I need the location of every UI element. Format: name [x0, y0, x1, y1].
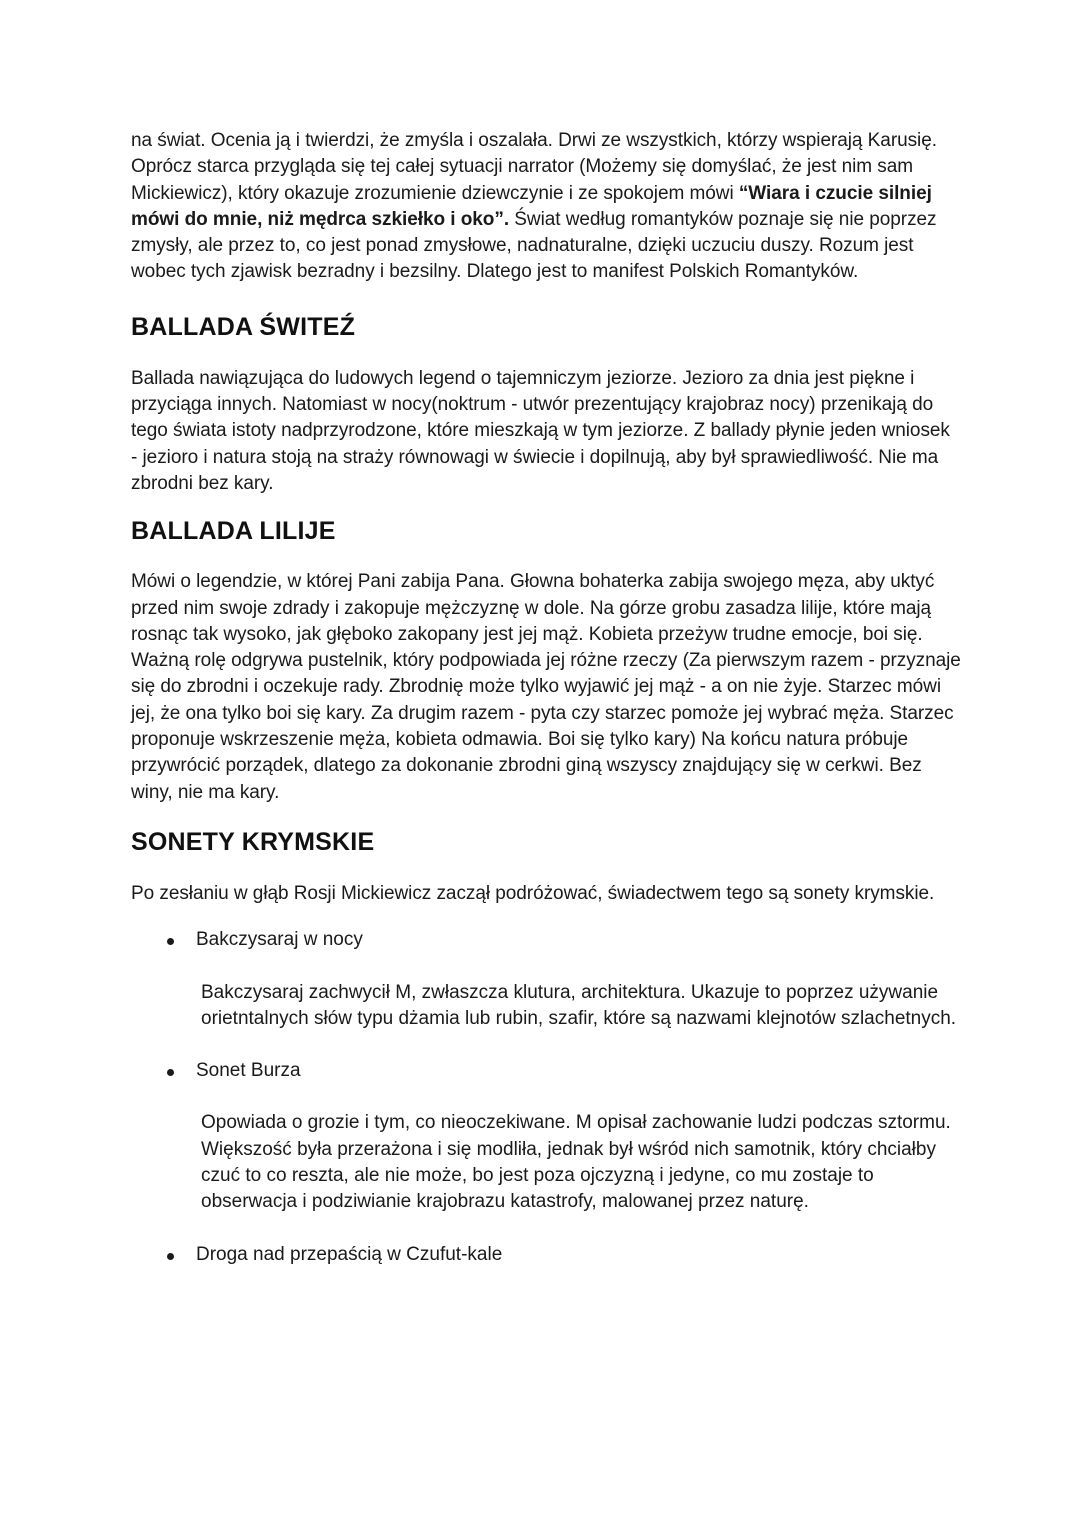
list-item	[131, 1242, 961, 1268]
list-item-description: Bakczysaraj zachwycił M, zwłaszcza klutura, architektura. Ukazuje to poprzez używanie orietntalnych słów typu dżamia lub rubin, szafir, które są nazwami klejnotów szlachetnych.	[201, 981, 957, 1029]
section-heading-sonety: SONETY KRYMSKIE	[131, 827, 375, 856]
bullet-icon	[167, 938, 174, 945]
section-heading-lilije: BALLADA LILIJE	[131, 517, 336, 546]
section-text-lilije: Mówi o legendzie, w której Pani zabija Pana. Głowna bohaterka zabija swojego męza, aby uktyć przed nim swoje zdrady i zakopuje mężczyznę w dole. Na górze grobu zasadza lilije, które mają rosnąc tak wysoko, jak głęboko zakopany jest jej mąż. Kobieta przeżyw trudne emocje, boi się. Ważną rolę odgrywa pustelnik, który podpowiada jej różne rzeczy (Za pierwszym razem - przyznaje się do zbrodni i oczekuje rady. Zbrodnię może tylko wyjawić jej mąż - a on nie żyje. Starzec mówi jej, że ona tylko boi się kary. Za drugim razem - pyta czy starzec pomoże jej wybrać męża. Starzec proponuje wskrzeszenie męża, kobieta odmawia. Boi się tylko kary) Na końcu natura próbuje przywrócić porządek, dlatego za dokonanie zbrodni giną wszyscy znajdujący się w cerkwi. Bez winy, nie ma kary.	[131, 571, 961, 803]
section-text-sonety: Po zesłaniu w głąb Rosji Mickiewicz zaczął podróżować, świadectwem tego są sonety krymskie.	[131, 882, 935, 904]
intro-quote: “Wiara i czucie silniej mówi do mnie, niż mędrca szkiełko i oko”.	[131, 182, 932, 230]
document-page	[131, 128, 961, 1268]
sonnet-list	[131, 927, 961, 1268]
list-item-title: Sonet Burza	[196, 1060, 301, 1082]
section-heading-switez: BALLADA ŚWITEŹ	[131, 312, 356, 341]
intro-text-after-quote: Świat według romantyków poznaje się nie poprzez zmysły, ale przez to, co jest ponad zmysłowe, nadnaturalne, dzięki uczuciu duszy. Rozum jest wobec tych zjawisk bezradny i bezsilny. Dlatego jest to manifest Polskich Romantyków.	[131, 208, 937, 283]
list-item-description: Opowiada o grozie i tym, co nieoczekiwane. M opisał zachowanie ludzi podczas sztormu. Większość była przerażona i się modliła, jednak był wśród nich samotnik, który chciałby czuć to co reszta, ale nie może, bo jest poza ojczyzną i jedyne, co mu zostaje to obserwacja i podziwianie krajobrazu katastrofy, malowanej przez naturę.	[201, 1112, 951, 1213]
list-item-title: Bakczysaraj w nocy	[196, 929, 363, 951]
list-item	[131, 927, 961, 1032]
section-text-switez: Ballada nawiązująca do ludowych legend o tajemniczym jeziorze. Jezioro za dnia jest piękne i przyciąga innych. Natomiast w nocy(noktrum - utwór prezentujący krajobraz nocy) przenikają do tego świata istoty nadprzyrodzone, które mieszkają w tym jeziorze. Z ballady płynie jeden wniosek - jezioro i natura stoją na straży równowagi w świecie i dopilnują, aby był sprawiedliwość. Nie ma zbrodni bez kary.	[131, 367, 950, 494]
intro-text-before-quote: na świat. Ocenia ją i twierdzi, że zmyśla i oszalała. Drwi ze wszystkich, którzy wspierają Karusię. Oprócz starca przygląda się tej całej sytuacji narrator (Możemy się domyślać, że jest nim sam Mickiewicz), który okazuje zrozumienie dziewczynie i ze spokojem mówi	[131, 130, 937, 204]
list-item	[131, 1058, 961, 1215]
intro-paragraph	[131, 128, 961, 286]
bullet-icon	[167, 1069, 174, 1076]
bullet-icon	[167, 1253, 174, 1260]
list-item-title: Droga nad przepaścią w Czufut-kale	[196, 1243, 503, 1265]
